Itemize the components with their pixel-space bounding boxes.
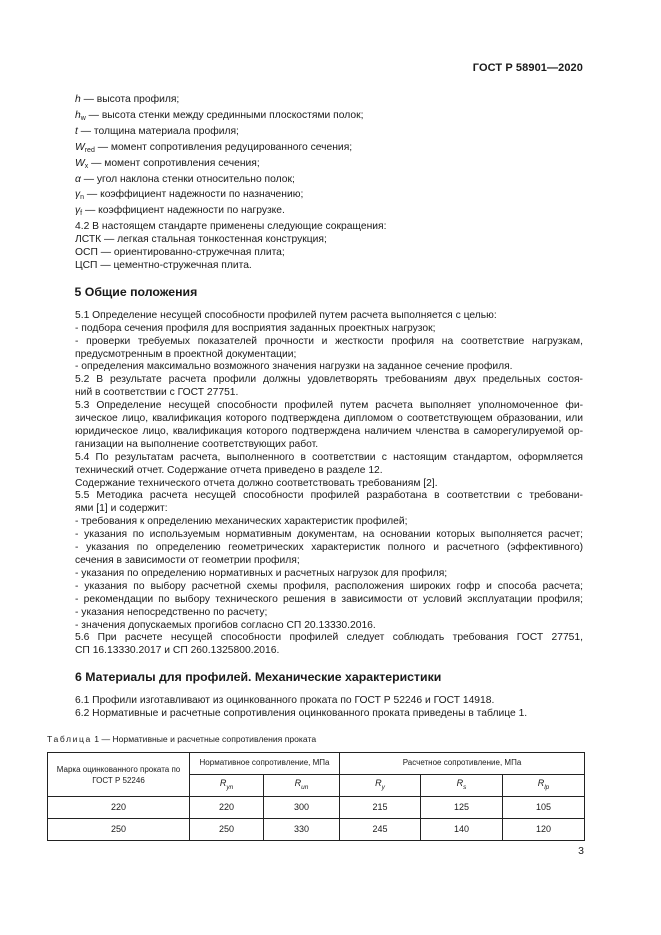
table-row — [48, 819, 585, 841]
symbol-description: — коэффициент надежности по назначению; — [84, 189, 304, 201]
table-caption-label: Таблица — [47, 734, 92, 744]
resistance-subscript: un — [301, 783, 309, 791]
resistance-symbol: $R_s$ — [456, 777, 467, 791]
resistance-subscript: s — [463, 783, 467, 791]
symbol-subscript: f — [80, 210, 83, 218]
section-5-line: Содержание технического отчета должно соответствовать требованиям [2]. — [75, 477, 438, 489]
resistance-table — [47, 752, 585, 841]
resistance-symbol: $R_{yn}$ — [219, 777, 234, 791]
section-5-line: 5.2 В результате расчета профили должны удовлетворять требованиям двух предельных состоя- — [75, 374, 583, 386]
resistance-subscript: y — [381, 783, 385, 791]
table-header-grade: Марка оцинкованного проката по ГОСТ Р 52246 — [48, 753, 190, 797]
section-5-line: - указания непосредственно по расчету; — [75, 606, 268, 618]
document-id: ГОСТ Р 58901—2020 — [472, 62, 583, 74]
symbol-description: — коэффициент надежности по нагрузке. — [82, 205, 285, 217]
symbol-subscript: red — [84, 146, 95, 154]
section-5-line: - значения допускаемых прогибов согласно СП 20.13330.2016. — [75, 619, 376, 631]
section-5-line: зическое лицо, квалификация которого подтверждена дипломом о соответствующем образовании, или — [75, 413, 583, 425]
section-5-title: 5 Общие положения — [74, 284, 198, 299]
symbol-glyph: h — [75, 109, 81, 121]
symbol-glyph: γ — [75, 205, 81, 217]
section-5-line: ями [1] и содержит: — [75, 503, 168, 515]
symbol-description: — высота стенки между срединными плоскостями полок; — [85, 109, 364, 121]
symbol-item — [75, 110, 583, 126]
table-subheader-cell — [340, 775, 421, 797]
symbol-glyph: γ — [75, 189, 81, 201]
section-5-line: СП 16.13330.2017 и СП 260.1325800.2016. — [75, 645, 280, 657]
symbol-list — [75, 94, 583, 221]
table-cell: 220 — [190, 797, 264, 819]
table-cell: 105 — [503, 797, 585, 819]
page-number: 3 — [578, 845, 584, 857]
table-cell: 300 — [264, 797, 340, 819]
symbol-item — [75, 189, 583, 205]
resistance-symbol: $R_y$ — [375, 777, 385, 791]
symbol-glyph: W — [75, 141, 85, 153]
symbol-item — [75, 174, 583, 190]
symbol-glyph: W — [75, 157, 85, 169]
section-5-line: - рекомендации по выбору технического решения в зависимости от условий эксплуатации профиля; — [75, 593, 583, 605]
symbol-subscript: w — [80, 114, 86, 122]
resistance-symbol: $R_{un}$ — [294, 777, 309, 791]
table-cell: 250 — [48, 819, 190, 841]
table-body — [48, 797, 585, 841]
section-5-line: сечения в зависимости от геометрии профиля; — [75, 555, 300, 566]
section-5-line: ний в соответствии с ГОСТ 27751. — [75, 387, 239, 399]
symbol-description: — высота профиля; — [80, 94, 180, 105]
section-5-line: 5.3 Определение несущей способности профилей путем расчета выполняет уполномоченное фи- — [75, 400, 583, 412]
abbrev-item: ЦСП — цементно-стружечная плита. — [75, 259, 252, 271]
section-5-line: юридическое лицо, квалификация которого подтверждена наличием членства в саморегулируемой ор- — [75, 425, 583, 437]
section-6-title: 6 Материалы для профилей. Механические характеристики — [75, 670, 442, 685]
abbrev-list — [75, 234, 583, 273]
section-6-line: 6.2 Нормативные и расчетные сопротивления оцинкованного проката приведены в таблице 1. — [75, 708, 528, 720]
table-caption — [47, 733, 316, 746]
symbol-item — [75, 126, 583, 142]
table-header-row — [48, 753, 585, 775]
section-5-line: 5.5 Методика расчета несущей способности профилей разработана в соответствии с требовани- — [75, 490, 583, 502]
resistance-subscript: lp — [544, 783, 550, 791]
section-5-line: 5.4 По результатам расчета, выполненного в соответствии с настоящим стандартом, оформляется — [75, 451, 583, 463]
table-cell: 220 — [48, 797, 190, 819]
table-cell: 215 — [340, 797, 421, 819]
table-cell: 245 — [340, 819, 421, 841]
section-5-line: - указания по используемым нормативным документам, на основании которых выполняется расчет; — [75, 529, 583, 541]
symbol-item — [75, 205, 583, 221]
section-5-line: ганизации на выполнение соответствующих работ. — [75, 438, 319, 450]
table-cell: 120 — [503, 819, 585, 841]
section-5-line: - определения максимально возможного значения нагрузки на заданное сечение профиля. — [75, 361, 513, 373]
symbol-glyph: h — [75, 94, 81, 105]
section-5-line: предусмотренным в проектной документации; — [75, 348, 297, 360]
table-subheader-cell — [503, 775, 585, 797]
symbol-glyph: α — [75, 173, 81, 185]
symbol-description: — момент сопротивления редуцированного сечения; — [94, 141, 353, 153]
table-cell: 140 — [421, 819, 503, 841]
table-caption-text: 1 — Нормативные и расчетные сопротивления проката — [91, 734, 317, 744]
abbrev-item: ЛСТК — легкая стальная тонкостенная конструкция; — [75, 234, 327, 246]
symbol-description: — толщина материала профиля; — [77, 125, 239, 137]
symbol-glyph: t — [75, 125, 78, 137]
table-header-normative: Нормативное сопротивление, МПа — [190, 753, 340, 775]
resistance-symbol: $R_{lp}$ — [537, 777, 550, 791]
section-5-line: - указания по определению геометрических характеристик полного и расчетного (эффективного) — [75, 542, 583, 554]
table-cell: 330 — [264, 819, 340, 841]
symbol-description: — момент сопротивления сечения; — [88, 157, 260, 169]
symbol-subscript: n — [80, 194, 85, 202]
table-header-calculated: Расчетное сопротивление, МПа — [340, 753, 585, 775]
section-5-line: - проверки требуемых показателей прочности и жесткости профиля на соответствие нагрузкам, — [75, 335, 583, 347]
section-5-line: - указания по выбору расчетной схемы профиля, расположения широких гофр и способа расчета; — [75, 580, 583, 592]
section-5-line: технический отчет. Содержание отчета приведено в разделе 12. — [75, 464, 383, 476]
resistance-subscript: yn — [226, 783, 234, 791]
symbol-description: — угол наклона стенки относительно полок; — [80, 173, 295, 185]
symbol-subscript: x — [84, 162, 89, 170]
page-content — [75, 94, 583, 721]
section-6-body — [75, 695, 583, 721]
section-5-line: 5.6 При расчете несущей способности профилей следует соблюдать требования ГОСТ 27751, — [75, 632, 583, 644]
symbol-item — [75, 142, 583, 158]
table-row — [48, 797, 585, 819]
section-5-line: - подбора сечения профиля для восприятия заданных проектных нагрузок; — [75, 322, 436, 334]
section-6-line: 6.1 Профили изготавливают из оцинкованного проката по ГОСТ Р 52246 и ГОСТ 14918. — [75, 695, 495, 707]
section-5-body — [75, 310, 583, 658]
table-subheader-cell — [421, 775, 503, 797]
section-5-line: 5.1 Определение несущей способности профилей путем расчета выполняется с целью: — [75, 309, 497, 321]
table-cell: 250 — [190, 819, 264, 841]
table-subheader-cell — [190, 775, 264, 797]
table-cell: 125 — [421, 797, 503, 819]
symbol-item — [75, 94, 583, 110]
table-subheader-cell — [264, 775, 340, 797]
section-5-line: - требования к определению механических характеристик профилей; — [75, 516, 408, 528]
section-5-line: - указания по определению нормативных и расчетных нагрузок для профиля; — [75, 567, 448, 579]
symbol-item — [75, 158, 583, 174]
abbrev-item: ОСП — ориентированно-стружечная плита; — [75, 247, 285, 259]
abbrev-intro: 4.2 В настоящем стандарте применены следующие сокращения: — [75, 221, 387, 233]
